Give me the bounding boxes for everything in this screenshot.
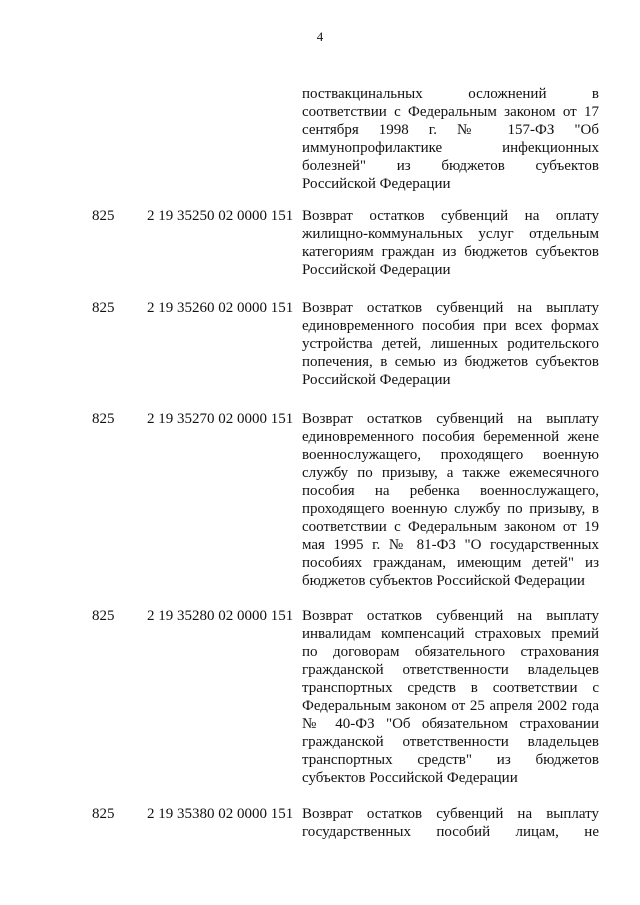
text-line: гражданской ответственности владельцев xyxy=(302,734,599,750)
text-line: Возврат остатков субвенций на выплату xyxy=(302,411,599,427)
text-line: попечения, в семью из бюджетов субъектов xyxy=(302,354,599,370)
row-description xyxy=(302,207,599,279)
text-line: пособия на ребенка военнослужащего, xyxy=(302,483,599,499)
admin-code: 825 xyxy=(92,411,115,427)
text-line: болезней" из бюджетов субъектов xyxy=(302,158,599,174)
text-line: Возврат остатков субвенций на выплату xyxy=(302,300,599,316)
kbk-code: 2 19 35250 02 0000 151 xyxy=(147,208,294,224)
text-line: единовременного пособия при всех формах xyxy=(302,318,599,334)
text-line: мая 1995 г. № 81-ФЗ "О государственных xyxy=(302,537,599,553)
row-description xyxy=(302,607,599,787)
text-line: проходящего военную службу по призыву, в xyxy=(302,501,599,517)
text-line: № 40-ФЗ "Об обязательном страховании xyxy=(302,716,599,732)
text-line: службу по призыву, а также ежемесячного xyxy=(302,465,599,481)
row-description xyxy=(302,299,599,389)
text-line: инвалидам компенсаций страховых премий xyxy=(302,626,599,642)
text-line: транспортных средств" из бюджетов xyxy=(302,752,599,768)
text-line: субъектов Российской Федерации xyxy=(302,770,518,786)
text-line: Федеральным законом от 25 апреля 2002 года xyxy=(302,698,599,714)
text-line: категориям граждан из бюджетов субъектов xyxy=(302,244,599,260)
kbk-code: 2 19 35270 02 0000 151 xyxy=(147,411,294,427)
admin-code: 825 xyxy=(92,208,115,224)
text-line: бюджетов субъектов Российской Федерации xyxy=(302,573,585,589)
admin-code: 825 xyxy=(92,300,115,316)
page-number: 4 xyxy=(316,29,324,44)
admin-code: 825 xyxy=(92,806,115,822)
text-line: иммунопрофилактике инфекционных xyxy=(302,140,599,156)
admin-code: 825 xyxy=(92,608,115,624)
text-line: Возврат остатков субвенций на оплату xyxy=(302,208,599,224)
text-line: транспортных средств в соответствии с xyxy=(302,680,599,696)
text-line: Российской Федерации xyxy=(302,262,451,278)
kbk-code: 2 19 35380 02 0000 151 xyxy=(147,806,294,822)
text-line: гражданской ответственности владельцев xyxy=(302,662,599,678)
text-line: государственных пособий лицам, не xyxy=(302,824,599,840)
kbk-code: 2 19 35260 02 0000 151 xyxy=(147,300,294,316)
text-line: устройства детей, лишенных родительского xyxy=(302,336,599,352)
text-line: Российской Федерации xyxy=(302,176,451,192)
text-line: поствакцинальных осложнений в xyxy=(302,86,599,102)
text-line: Возврат остатков субвенций на выплату xyxy=(302,806,599,822)
row-description xyxy=(302,805,599,841)
text-line: Российской Федерации xyxy=(302,372,451,388)
text-line: сентября 1998 г. № 157-ФЗ "Об xyxy=(302,122,599,138)
kbk-code: 2 19 35280 02 0000 151 xyxy=(147,608,294,624)
text-line: единовременного пособия беременной жене xyxy=(302,429,599,445)
text-line: военнослужащего, проходящего военную xyxy=(302,447,599,463)
text-line: жилищно-коммунальных услуг отдельным xyxy=(302,226,599,242)
text-line: по договорам обязательного страхования xyxy=(302,644,599,660)
row-description xyxy=(302,410,599,590)
text-line: пособиях гражданам, имеющим детей" из xyxy=(302,555,599,571)
text-line: Возврат остатков субвенций на выплату xyxy=(302,608,599,624)
text-line: соответствии с Федеральным законом от 19 xyxy=(302,519,599,535)
continuation-text xyxy=(302,85,599,193)
text-line: соответствии с Федеральным законом от 17 xyxy=(302,104,599,120)
